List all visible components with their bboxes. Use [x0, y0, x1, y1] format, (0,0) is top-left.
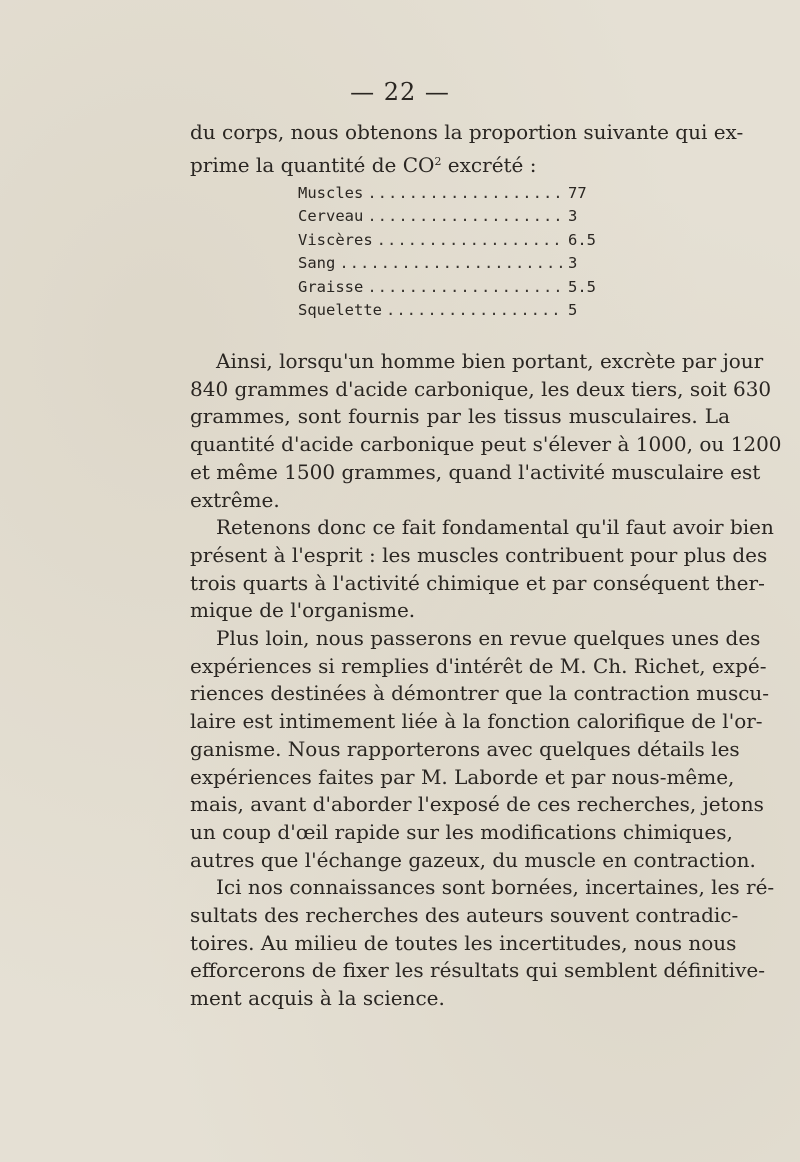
tissue-name: Sang [298, 254, 336, 273]
text-fragment: excrété : [441, 153, 537, 177]
text-line: expériences faites par M. Laborde et par nous-même, [190, 764, 735, 789]
page-number: — 22 — [350, 78, 450, 106]
tissue-name: Graisse [298, 277, 364, 296]
text-line: grammes, sont fournis par les tissus musculaires. La [190, 404, 730, 429]
text-line: ment acquis à la science. [190, 986, 445, 1011]
text-line: Ici nos connaissances sont bornées, incertaines, les ré- [216, 875, 775, 900]
text-line: et même 1500 grammes, quand l'activité musculaire est [190, 459, 761, 484]
superscript: 2 [434, 155, 442, 168]
text-line: sultats des recherches des auteurs souvent contradic- [190, 903, 739, 928]
tissue-name: Cerveau [298, 207, 364, 226]
body-text [190, 348, 782, 1013]
dot-leader [377, 231, 564, 249]
dot-leader [339, 254, 564, 272]
tissue-value: 5 [568, 300, 578, 319]
table-row [298, 207, 598, 230]
text-line: toires. Au milieu de toutes les incertitudes, nous nous [190, 930, 737, 955]
tissue-value: 3 [568, 254, 578, 273]
text-line: ganisme. Nous rapporterons avec quelques détails les [190, 736, 740, 761]
table-row [298, 278, 598, 301]
tissue-value: 77 [568, 184, 587, 202]
text-line: Ainsi, lorsqu'un homme bien portant, excrète par jour [216, 349, 764, 373]
table-row [298, 231, 598, 254]
text-line: du corps, nous obtenons la proportion suivante qui ex- [190, 120, 744, 144]
tissue-name: Squelette [298, 300, 382, 319]
text-line: présent à l'esprit : les muscles contribuent pour plus des [190, 542, 768, 567]
table-row [298, 254, 598, 277]
tissue-name: Viscères [298, 230, 373, 249]
tissue-value: 5.5 [568, 277, 596, 296]
dot-leader [367, 278, 564, 296]
tissue-name: Muscles [298, 184, 364, 202]
tissue-value: 3 [568, 207, 578, 226]
text-line: Plus loin, nous passerons en revue quelques unes des [216, 626, 761, 651]
intro-paragraph [190, 118, 744, 180]
text-line: extrême. [190, 487, 280, 512]
co2-proportion-table [298, 184, 598, 324]
text-line: riences destinées à démontrer que la contraction muscu- [190, 681, 770, 706]
dot-leader [367, 184, 564, 202]
text-line: laire est intimement liée à la fonction calorifique de l'or- [190, 709, 763, 734]
text-line: trois quarts à l'activité chimique et par conséquent ther- [190, 570, 765, 595]
text-line: quantité d'acide carbonique peut s'élever à 1000, ou 1200 [190, 432, 782, 457]
text-line: expériences si remplies d'intérêt de M. Ch. Richet, expé- [190, 653, 767, 678]
text-line: Retenons donc ce fait fondamental qu'il faut avoir bien [216, 515, 774, 540]
table-row [298, 301, 598, 324]
table-row [298, 184, 598, 207]
text-line: un coup d'œil rapide sur les modifications chimiques, [190, 819, 733, 844]
text-line: mais, avant d'aborder l'exposé de ces recherches, jetons [190, 792, 764, 817]
text-fragment: prime la quantité de CO [190, 153, 435, 177]
text-line [190, 147, 730, 180]
dot-leader [367, 207, 564, 225]
text-line: efforcerons de fixer les résultats qui semblent définitive- [190, 958, 765, 983]
text-line: autres que l'échange gazeux, du muscle en contraction. [190, 847, 756, 872]
text-line: mique de l'organisme. [190, 598, 416, 623]
tissue-value: 6.5 [568, 230, 596, 249]
dot-leader [386, 301, 564, 319]
text-line: 840 grammes d'acide carbonique, les deux tiers, soit 630 [190, 376, 772, 401]
